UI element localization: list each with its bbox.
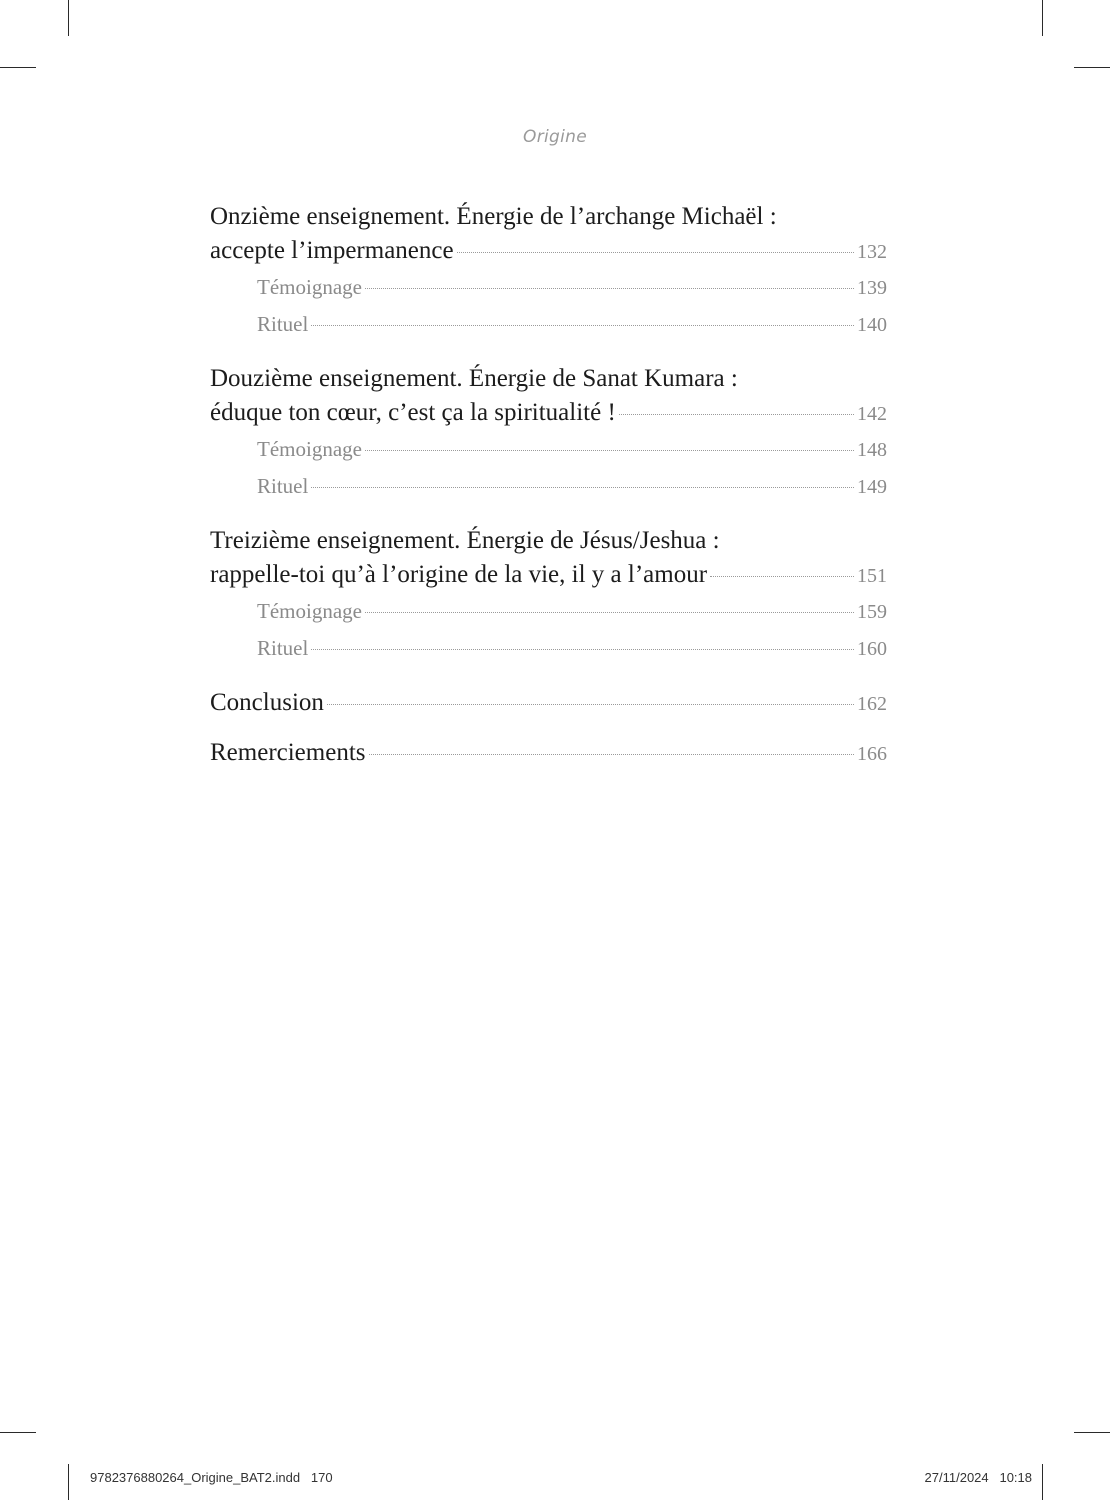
dot-leader — [365, 288, 854, 289]
page-number: 160 — [857, 638, 887, 660]
page-number: 140 — [857, 314, 887, 336]
toc-entry-remerciements[interactable] — [210, 736, 887, 771]
crop-mark-bottom-right-h — [1074, 1432, 1110, 1433]
page-number: 148 — [857, 439, 887, 461]
sub-entry-label: Témoignage — [257, 437, 362, 461]
toc-sub-entry[interactable] — [210, 431, 887, 468]
slug-filename: 9782376880264_Origine_BAT2.indd 170 — [90, 1470, 333, 1485]
crop-mark-top-right-h — [1074, 67, 1110, 68]
page-number: 159 — [857, 601, 887, 623]
toc-chapter — [210, 200, 887, 343]
sub-entry-label: Rituel — [257, 636, 309, 660]
sub-entry-label: Rituel — [257, 312, 309, 336]
chapter-title[interactable]: Onzième enseignement. Énergie de l’archange Michaël : — [210, 203, 777, 230]
crop-mark-top-right — [1042, 0, 1043, 36]
dot-leader — [311, 325, 854, 326]
dot-leader — [457, 252, 854, 253]
chapter-title[interactable]: Douzième enseignement. Énergie de Sanat Kumara : — [210, 365, 738, 392]
chapter-subtitle: rappelle-toi qu’à l’origine de la vie, il y a l’amour — [210, 561, 708, 588]
toc-entry-conclusion[interactable] — [210, 686, 887, 721]
dot-leader — [619, 414, 854, 415]
dot-leader — [327, 704, 854, 705]
toc-chapter — [210, 524, 887, 667]
crop-mark-top-left — [68, 0, 69, 36]
chapter-subtitle: accepte l’impermanence — [210, 237, 454, 264]
crop-mark-bottom-left — [68, 1464, 69, 1500]
toc-sub-entry[interactable] — [210, 306, 887, 343]
toc-entry[interactable] — [210, 396, 887, 431]
page-number: 132 — [857, 241, 887, 263]
page-number: 166 — [857, 743, 887, 765]
remerciements-label: Remerciements — [210, 739, 366, 766]
crop-mark-bottom-left-h — [0, 1432, 36, 1433]
dot-leader — [369, 754, 855, 755]
running-head: Origine — [523, 127, 587, 147]
page-number: 151 — [857, 565, 887, 587]
table-of-contents — [210, 200, 887, 771]
sub-entry-label: Témoignage — [257, 599, 362, 623]
toc-chapter — [210, 362, 887, 505]
toc-sub-entry[interactable] — [210, 269, 887, 306]
page-number: 162 — [857, 693, 887, 715]
dot-leader — [311, 649, 854, 650]
chapter-title[interactable]: Treizième enseignement. Énergie de Jésus/Jeshua : — [210, 527, 720, 554]
toc-sub-entry[interactable] — [210, 593, 887, 630]
toc-entry[interactable] — [210, 558, 887, 593]
dot-leader — [710, 576, 854, 577]
crop-mark-bottom-right — [1042, 1464, 1043, 1500]
toc-entry[interactable] — [210, 234, 887, 269]
sub-entry-label: Témoignage — [257, 275, 362, 299]
crop-mark-top-left-h — [0, 67, 36, 68]
slug-timestamp: 27/11/2024 10:18 — [924, 1470, 1032, 1485]
chapter-subtitle: éduque ton cœur, c’est ça la spiritualité ! — [210, 399, 616, 426]
toc-sub-entry[interactable] — [210, 468, 887, 505]
page-number: 139 — [857, 277, 887, 299]
sub-entry-label: Rituel — [257, 474, 309, 498]
toc-sub-entry[interactable] — [210, 630, 887, 667]
dot-leader — [365, 450, 854, 451]
page-number: 142 — [857, 403, 887, 425]
dot-leader — [365, 612, 854, 613]
page-number: 149 — [857, 476, 887, 498]
dot-leader — [311, 487, 854, 488]
conclusion-label: Conclusion — [210, 689, 324, 716]
